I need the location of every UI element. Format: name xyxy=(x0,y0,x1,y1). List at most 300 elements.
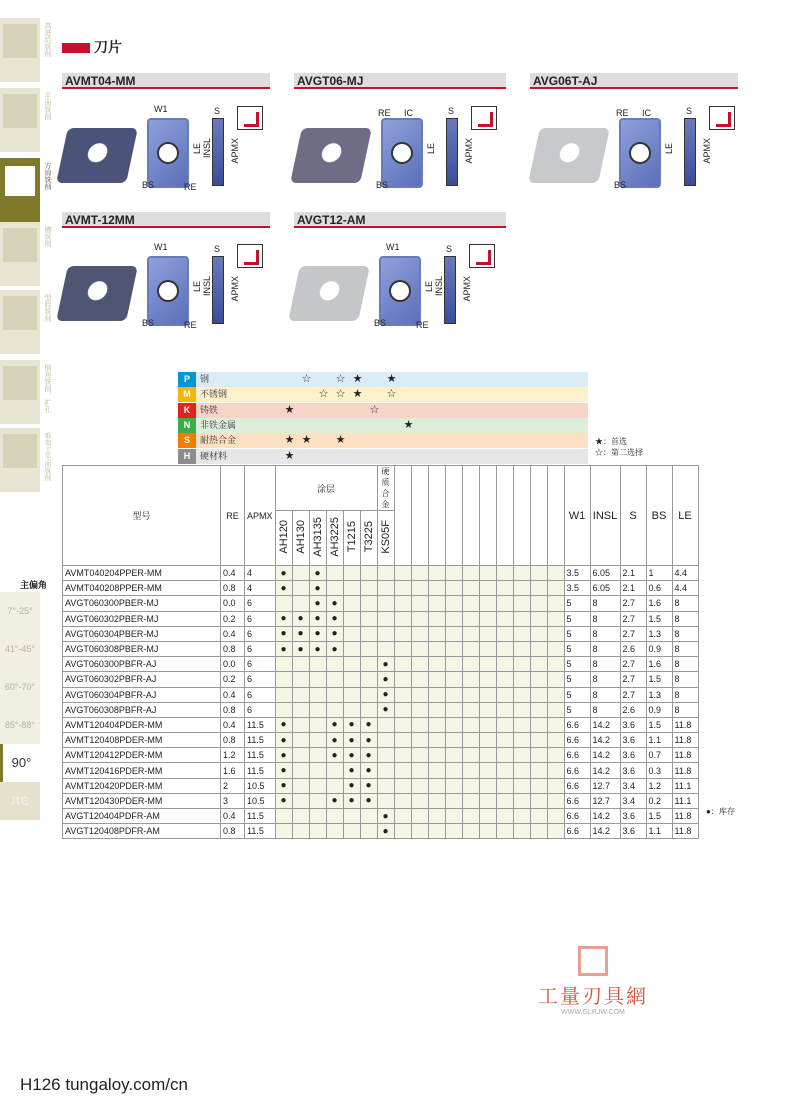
empty-cell xyxy=(394,657,411,672)
material-code: M xyxy=(178,387,196,402)
empty-cell xyxy=(428,748,445,763)
material-row xyxy=(178,372,588,387)
stock-cell: ● xyxy=(377,809,394,824)
empty-cell xyxy=(428,763,445,778)
material-mark: ☆ xyxy=(301,373,312,385)
stock-cell xyxy=(292,733,309,748)
col-grade xyxy=(343,511,360,566)
stock-cell: ● xyxy=(309,581,326,596)
dim-label: LE xyxy=(426,143,436,155)
dim-cell: 0.3 xyxy=(646,763,672,778)
empty-cell xyxy=(479,793,496,808)
empty-cell xyxy=(547,733,564,748)
material-name: 非铁金属 xyxy=(200,419,237,430)
dim-label: IC xyxy=(404,108,413,118)
dim-cell: 14.2 xyxy=(590,733,620,748)
empty-cell xyxy=(496,657,513,672)
dim-cell: 11.1 xyxy=(672,778,698,793)
dim-cell: 8 xyxy=(672,672,698,687)
stock-cell xyxy=(275,596,292,611)
stock-cell xyxy=(292,824,309,839)
empty-cell xyxy=(394,702,411,717)
empty-cell xyxy=(445,748,462,763)
material-name: 硬材料 xyxy=(200,450,228,461)
stock-cell: ● xyxy=(292,611,309,626)
material-mark: ☆ xyxy=(386,388,397,401)
col-re: RE xyxy=(221,466,245,566)
dim-cell: 3.5 xyxy=(564,566,590,581)
sidebar-tab-label: 型腔铣削 xyxy=(44,294,51,322)
table-row xyxy=(63,596,699,611)
empty-cell xyxy=(428,611,445,626)
stock-cell xyxy=(377,717,394,732)
corner-detail xyxy=(709,106,735,130)
sidebar-tab[interactable] xyxy=(0,428,40,492)
re-cell: 0.8 xyxy=(221,824,245,839)
dim-cell: 3.6 xyxy=(620,733,646,748)
table-row xyxy=(63,763,699,778)
empty-cell xyxy=(394,687,411,702)
empty-col xyxy=(496,466,513,566)
table-row xyxy=(63,641,699,656)
empty-col xyxy=(530,466,547,566)
stock-cell xyxy=(292,763,309,778)
dim-cell: 1.3 xyxy=(646,626,672,641)
stock-cell xyxy=(377,748,394,763)
dim-cell: 8 xyxy=(672,626,698,641)
dim-cell: 2.7 xyxy=(620,626,646,641)
empty-cell xyxy=(394,672,411,687)
stock-cell xyxy=(343,809,360,824)
angle-tab[interactable]: 90° xyxy=(0,744,40,782)
dim-cell: 6.05 xyxy=(590,566,620,581)
dim-cell: 4.4 xyxy=(672,581,698,596)
stock-cell: ● xyxy=(309,641,326,656)
stock-cell xyxy=(343,657,360,672)
legend-first: ★：首选 xyxy=(595,437,627,446)
dim-cell: 2.1 xyxy=(620,581,646,596)
stock-cell: ● xyxy=(275,611,292,626)
empty-cell xyxy=(479,748,496,763)
empty-cell xyxy=(411,641,428,656)
stock-cell: ● xyxy=(360,748,377,763)
stock-cell xyxy=(326,657,343,672)
empty-cell xyxy=(462,733,479,748)
dim-label: BS xyxy=(374,318,387,328)
empty-cell xyxy=(547,687,564,702)
dim-cell: 14.2 xyxy=(590,824,620,839)
dim-label: RE xyxy=(616,108,629,118)
stock-cell: ● xyxy=(343,733,360,748)
empty-col xyxy=(479,466,496,566)
stock-cell xyxy=(360,641,377,656)
sidebar-tab[interactable] xyxy=(0,290,40,354)
empty-cell xyxy=(479,596,496,611)
empty-col xyxy=(462,466,479,566)
empty-cell xyxy=(428,824,445,839)
stock-cell: ● xyxy=(275,763,292,778)
empty-cell xyxy=(513,702,530,717)
col-coating: 涂层 xyxy=(275,466,377,511)
stock-cell xyxy=(360,657,377,672)
material-mark: ★ xyxy=(284,449,295,462)
sidebar-tab-label: 高进给铣削 xyxy=(44,22,51,57)
dim-cell: 5 xyxy=(564,687,590,702)
stock-cell xyxy=(377,793,394,808)
insert-photo xyxy=(288,266,370,321)
re-cell: 0.4 xyxy=(221,687,245,702)
insert-hole xyxy=(629,142,651,164)
material-row xyxy=(178,418,588,433)
empty-cell xyxy=(445,566,462,581)
table-row xyxy=(63,687,699,702)
stock-cell: ● xyxy=(275,581,292,596)
dim-cell: 12.7 xyxy=(590,793,620,808)
empty-cell xyxy=(394,641,411,656)
stock-cell xyxy=(292,566,309,581)
stock-cell: ● xyxy=(275,626,292,641)
dim-cell: 8 xyxy=(672,657,698,672)
stock-cell: ● xyxy=(343,763,360,778)
dim-cell: 8 xyxy=(590,611,620,626)
material-mark: ☆ xyxy=(318,388,329,401)
dim-cell: 2.7 xyxy=(620,687,646,702)
stock-cell xyxy=(326,702,343,717)
empty-cell xyxy=(530,657,547,672)
sidebar-tab[interactable] xyxy=(0,222,40,286)
table-row xyxy=(63,657,699,672)
empty-cell xyxy=(445,657,462,672)
product-title: AVG06T-AJ xyxy=(530,73,738,89)
col-grade xyxy=(326,511,343,566)
empty-cell xyxy=(411,809,428,824)
material-row xyxy=(178,403,588,418)
dim-cell: 8 xyxy=(672,611,698,626)
sidebar-tab-label: 槽铣削 xyxy=(44,226,51,247)
dim-cell: 6.6 xyxy=(564,778,590,793)
dim-cell: 2.6 xyxy=(620,641,646,656)
material-name: 不锈钢 xyxy=(200,389,228,400)
tab-icon xyxy=(3,434,37,468)
dim-label: BS xyxy=(142,180,155,190)
stock-cell xyxy=(360,687,377,702)
empty-cell xyxy=(462,641,479,656)
stock-cell xyxy=(292,657,309,672)
stock-cell xyxy=(275,672,292,687)
angle-tab[interactable]: 60°-70° xyxy=(0,668,40,706)
empty-cell xyxy=(479,809,496,824)
empty-cell xyxy=(513,717,530,732)
re-cell: 0.2 xyxy=(221,611,245,626)
empty-cell xyxy=(462,566,479,581)
model-cell: AVMT120408PDER-MM xyxy=(63,733,221,748)
empty-cell xyxy=(462,581,479,596)
apmx-cell: 11.5 xyxy=(245,717,276,732)
dim-label: S xyxy=(448,106,455,116)
empty-cell xyxy=(479,733,496,748)
empty-cell xyxy=(530,778,547,793)
insert-side-view xyxy=(212,118,224,186)
stock-cell xyxy=(377,626,394,641)
col-grade xyxy=(309,511,326,566)
empty-cell xyxy=(428,778,445,793)
sidebar-tab[interactable] xyxy=(0,360,40,424)
empty-cell xyxy=(445,672,462,687)
empty-cell xyxy=(530,793,547,808)
empty-cell xyxy=(479,717,496,732)
empty-cell xyxy=(411,657,428,672)
grade-label: KS05F xyxy=(379,520,392,554)
angle-tab[interactable]: 其它 xyxy=(0,782,40,820)
corner-detail xyxy=(237,106,263,130)
model-cell: AVGT060308PBER-MJ xyxy=(63,641,221,656)
empty-cell xyxy=(411,626,428,641)
dim-cell: 8 xyxy=(590,626,620,641)
model-cell: AVGT060300PBER-MJ xyxy=(63,596,221,611)
apmx-cell: 6 xyxy=(245,626,276,641)
empty-cell xyxy=(530,733,547,748)
dim-label: S xyxy=(446,244,453,254)
table-row xyxy=(63,702,699,717)
dim-cell: 6.6 xyxy=(564,809,590,824)
stock-cell xyxy=(309,778,326,793)
empty-cell xyxy=(496,778,513,793)
stock-cell xyxy=(377,566,394,581)
stock-cell xyxy=(377,778,394,793)
empty-cell xyxy=(530,672,547,687)
empty-cell xyxy=(394,778,411,793)
empty-cell xyxy=(394,581,411,596)
dim-cell: 8 xyxy=(590,657,620,672)
empty-cell xyxy=(445,717,462,732)
stock-cell xyxy=(377,763,394,778)
dim-label: W1 xyxy=(386,242,400,252)
stock-cell xyxy=(292,702,309,717)
empty-cell xyxy=(513,763,530,778)
empty-cell xyxy=(394,596,411,611)
empty-cell xyxy=(513,596,530,611)
sidebar-tab[interactable] xyxy=(0,158,40,222)
apmx-cell: 11.5 xyxy=(245,824,276,839)
empty-cell xyxy=(428,566,445,581)
empty-cell xyxy=(547,702,564,717)
empty-cell xyxy=(411,566,428,581)
material-name: 耐热合金 xyxy=(200,435,237,446)
empty-cell xyxy=(462,657,479,672)
empty-cell xyxy=(428,626,445,641)
empty-cell xyxy=(445,778,462,793)
empty-cell xyxy=(530,748,547,763)
stock-cell xyxy=(292,672,309,687)
stock-cell: ● xyxy=(343,778,360,793)
material-mark: ☆ xyxy=(335,388,346,401)
col-dim: BS xyxy=(646,466,672,566)
dim-label: S xyxy=(214,106,221,116)
angle-tab[interactable]: 85°-88° xyxy=(0,706,40,744)
stock-cell xyxy=(275,687,292,702)
stock-cell xyxy=(309,733,326,748)
dim-label: BS xyxy=(142,318,155,328)
empty-cell xyxy=(394,733,411,748)
empty-cell xyxy=(479,778,496,793)
dim-label: W1 xyxy=(154,104,168,114)
empty-cell xyxy=(547,793,564,808)
dim-cell: 8 xyxy=(672,596,698,611)
empty-cell xyxy=(496,733,513,748)
sidebar-tab[interactable] xyxy=(0,88,40,152)
table-row xyxy=(63,809,699,824)
angle-title: 主偏角 xyxy=(20,580,48,590)
empty-cell xyxy=(428,733,445,748)
stock-cell: ● xyxy=(326,596,343,611)
empty-cell xyxy=(513,824,530,839)
empty-cell xyxy=(411,778,428,793)
dim-label: LE xyxy=(192,143,202,155)
angle-tab[interactable]: 7°-25° xyxy=(0,592,40,630)
material-mark: ☆ xyxy=(369,403,380,416)
material-code: S xyxy=(178,433,196,448)
stock-cell: ● xyxy=(275,717,292,732)
empty-cell xyxy=(411,793,428,808)
empty-cell xyxy=(394,611,411,626)
re-cell: 0.2 xyxy=(221,672,245,687)
angle-tab[interactable]: 41°-45° xyxy=(0,630,40,668)
sidebar-tab[interactable] xyxy=(0,18,40,82)
page-number: H126 xyxy=(20,1075,61,1094)
empty-cell xyxy=(479,611,496,626)
stock-cell xyxy=(292,717,309,732)
empty-cell xyxy=(530,717,547,732)
empty-cell xyxy=(547,763,564,778)
empty-cell xyxy=(462,702,479,717)
stock-cell xyxy=(292,596,309,611)
table-row xyxy=(63,717,699,732)
sidebar-tab-label: 方肩铣削 xyxy=(44,162,51,190)
empty-cell xyxy=(547,657,564,672)
empty-cell xyxy=(496,824,513,839)
stock-cell: ● xyxy=(377,687,394,702)
stock-cell xyxy=(377,611,394,626)
sidebar-tab-label: 倒角铣削，扩孔 xyxy=(44,364,51,413)
dim-cell: 6.6 xyxy=(564,793,590,808)
stock-cell: ● xyxy=(326,717,343,732)
empty-cell xyxy=(530,763,547,778)
stock-cell: ● xyxy=(326,641,343,656)
table-row xyxy=(63,733,699,748)
dim-cell: 11.8 xyxy=(672,763,698,778)
empty-cell xyxy=(411,611,428,626)
stock-cell xyxy=(343,566,360,581)
page-footer xyxy=(20,1075,188,1095)
model-cell: AVGT060308PBFR-AJ xyxy=(63,702,221,717)
dim-cell: 5 xyxy=(564,702,590,717)
model-cell: AVMT120404PDER-MM xyxy=(63,717,221,732)
material-code: P xyxy=(178,372,196,387)
empty-cell xyxy=(428,657,445,672)
table-row xyxy=(63,672,699,687)
col-carbide: 硬质合金 xyxy=(377,466,394,511)
stock-cell: ● xyxy=(275,733,292,748)
col-apmx: APMX xyxy=(245,466,276,566)
empty-cell xyxy=(445,641,462,656)
empty-cell xyxy=(394,763,411,778)
stock-cell xyxy=(326,687,343,702)
stock-cell xyxy=(292,778,309,793)
re-cell: 0.4 xyxy=(221,717,245,732)
table-row xyxy=(63,793,699,808)
insert-photo xyxy=(56,266,138,321)
col-model: 型号 xyxy=(63,466,221,566)
dim-label: RE xyxy=(416,320,429,330)
stock-cell xyxy=(309,672,326,687)
dim-label: LE xyxy=(664,143,674,155)
table-row xyxy=(63,778,699,793)
empty-cell xyxy=(530,596,547,611)
legend-second: ☆：第二选择 xyxy=(595,448,643,457)
grade-label: AH120 xyxy=(277,520,290,554)
insert-side-view xyxy=(444,256,456,324)
footer-url[interactable]: tungaloy.com/cn xyxy=(65,1075,188,1094)
empty-cell xyxy=(513,566,530,581)
re-cell: 0.4 xyxy=(221,809,245,824)
dim-cell: 2.7 xyxy=(620,657,646,672)
dim-cell: 5 xyxy=(564,641,590,656)
empty-cell xyxy=(411,702,428,717)
re-cell: 0.0 xyxy=(221,657,245,672)
dim-label: INSL xyxy=(202,138,212,159)
dim-cell: 14.2 xyxy=(590,748,620,763)
empty-cell xyxy=(462,793,479,808)
stock-cell: ● xyxy=(377,702,394,717)
empty-cell xyxy=(513,641,530,656)
sidebar-tab-label: 难加工平面铣削 xyxy=(44,432,51,481)
dim-cell: 11.8 xyxy=(672,824,698,839)
material-mark: ★ xyxy=(301,434,312,447)
re-cell: 0.8 xyxy=(221,733,245,748)
empty-cell xyxy=(547,581,564,596)
product-title: AVMT-12MM xyxy=(62,212,270,228)
empty-cell xyxy=(445,626,462,641)
dim-label: S xyxy=(214,244,221,254)
empty-cell xyxy=(530,611,547,626)
stock-cell: ● xyxy=(326,626,343,641)
empty-cell xyxy=(479,702,496,717)
dim-cell: 5 xyxy=(564,596,590,611)
dim-cell: 1 xyxy=(646,566,672,581)
stock-cell: ● xyxy=(309,596,326,611)
empty-cell xyxy=(513,626,530,641)
stock-cell xyxy=(309,824,326,839)
empty-cell xyxy=(496,581,513,596)
col-dim: S xyxy=(620,466,646,566)
dim-label: RE xyxy=(184,320,197,330)
empty-cell xyxy=(479,824,496,839)
empty-cell xyxy=(479,641,496,656)
empty-cell xyxy=(462,611,479,626)
empty-cell xyxy=(547,566,564,581)
empty-cell xyxy=(462,672,479,687)
model-cell: AVMT120412PDER-MM xyxy=(63,748,221,763)
empty-col xyxy=(428,466,445,566)
dim-cell: 3.4 xyxy=(620,778,646,793)
empty-cell xyxy=(445,581,462,596)
stock-cell: ● xyxy=(343,717,360,732)
empty-cell xyxy=(513,793,530,808)
stock-cell xyxy=(360,611,377,626)
stock-cell xyxy=(377,581,394,596)
empty-cell xyxy=(479,566,496,581)
stock-cell: ● xyxy=(292,626,309,641)
